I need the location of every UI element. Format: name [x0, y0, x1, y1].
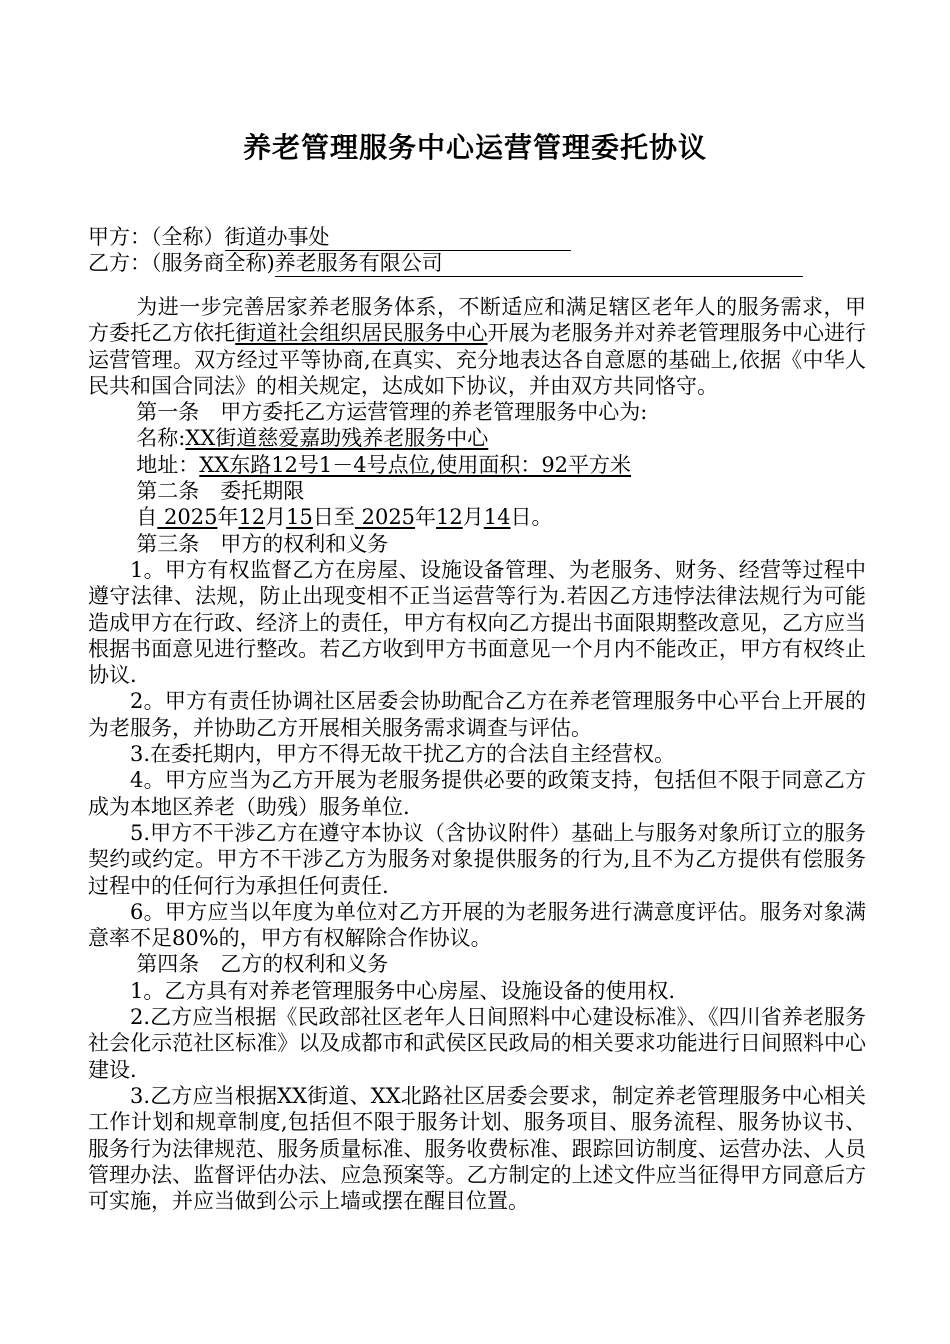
party-a-value: 街道办事处 [225, 224, 571, 251]
party-a-label: 甲方：（全称） [88, 225, 225, 249]
article-3-item: 2。甲方有责任协调社区居委会协助配合乙方在养老管理服务中心平台上开展的为老服务，并协助乙方开展相关服务需求调查与评估。 [88, 689, 866, 740]
article-3-item: 4。甲方应当为乙方开展为老服务提供必要的政策支持，包括但不限于同意乙方成为本地区养老（助残）服务单位. [88, 768, 866, 819]
party-a-line [88, 224, 571, 251]
article-3-item: 6。甲方应当以年度为单位对乙方开展的为老服务进行满意度评估。服务对象满意率不足80%的，甲方有权解除合作协议。 [88, 899, 866, 951]
article-4-item: 1。乙方具有对养老管理服务中心房屋、设施设备的使用权. [130, 978, 676, 1003]
party-b-label: 乙方：（服务商全称) [88, 251, 275, 275]
term-line: 自 2025年12月15日至 2025年12月14日。 [136, 505, 553, 530]
article-3-item: 3.在委托期内，甲方不得无故干扰乙方的合法自主经营权。 [130, 742, 676, 767]
article-4-heading: 第四条 乙方的权利和义务 [136, 952, 389, 977]
page-title: 养老管理服务中心运营管理委托协议 [242, 131, 707, 164]
center-address-line: 地址：XX东路12号1－4号点位,使用面积：92平方米 [136, 452, 632, 477]
center-name-line: 名称:XX街道慈爱嘉助残养老服务中心 [136, 426, 489, 451]
article-3-item: 5.甲方不干涉乙方在遵守本协议（含协议附件）基础上与服务对象所订立的服务契约或约定。甲方不干涉乙方为服务对象提供服务的行为,且不为乙方提供有偿服务过程中的任何行为承担任何责任. [88, 820, 866, 898]
intro-paragraph: 为进一步完善居家养老服务体系，不断适应和满足辖区老年人的服务需求，甲方委托乙方依托街道社会组织居民服务中心开展为老服务并对养老管理服务中心进行运营管理。双方经过平等协商,在真实、充分地表达各自意愿的基础上,依据《中华人民共和国合同法》的相关规定，达成如下协议，并由双方共同恪守。 [88, 295, 867, 398]
party-b-line [88, 250, 803, 277]
agreement-body [88, 294, 866, 1214]
article-2-heading: 第二条 委托期限 [136, 479, 305, 504]
party-b-value: 养老服务有限公司 [275, 250, 803, 277]
article-3-item: 1。甲方有权监督乙方在房屋、设施设备管理、为老服务、财务、经营等过程中遵守法律、法规，防止出现变相不正当运营等行为.若因乙方违悖法律法规行为可能造成甲方在行政、经济上的责任，甲方有权向乙方提出书面限期整改意见，乙方应当根据书面意见进行整改。若乙方收到甲方书面意见一个月内不能改正，甲方有权终止协议. [88, 557, 866, 688]
article-3-heading: 第三条 甲方的权利和义务 [136, 531, 389, 556]
article-4-item: 2.乙方应当根据《民政部社区老年人日间照料中心建设标准》、《四川省养老服务社会化示范社区标准》以及成都市和武侯区民政局的相关要求功能进行日间照料中心建设. [88, 1005, 866, 1082]
article-4-item: 3.乙方应当根据XX街道、XX北路社区居委会要求，制定养老管理服务中心相关工作计划和规章制度,包括但不限于服务计划、服务项目、服务流程、服务协议书、服务行为法律规范、服务质量标准、服务收费标准、跟踪回访制度、运营办法、人员管理办法、监督评估办法、应急预案等。乙方制定的上述文件应当征得甲方同意后方可实施，并应当做到公示上墙或摆在醒目位置。 [88, 1083, 866, 1214]
article-1-heading: 第一条 甲方委托乙方运营管理的养老管理服务中心为: [136, 400, 648, 425]
